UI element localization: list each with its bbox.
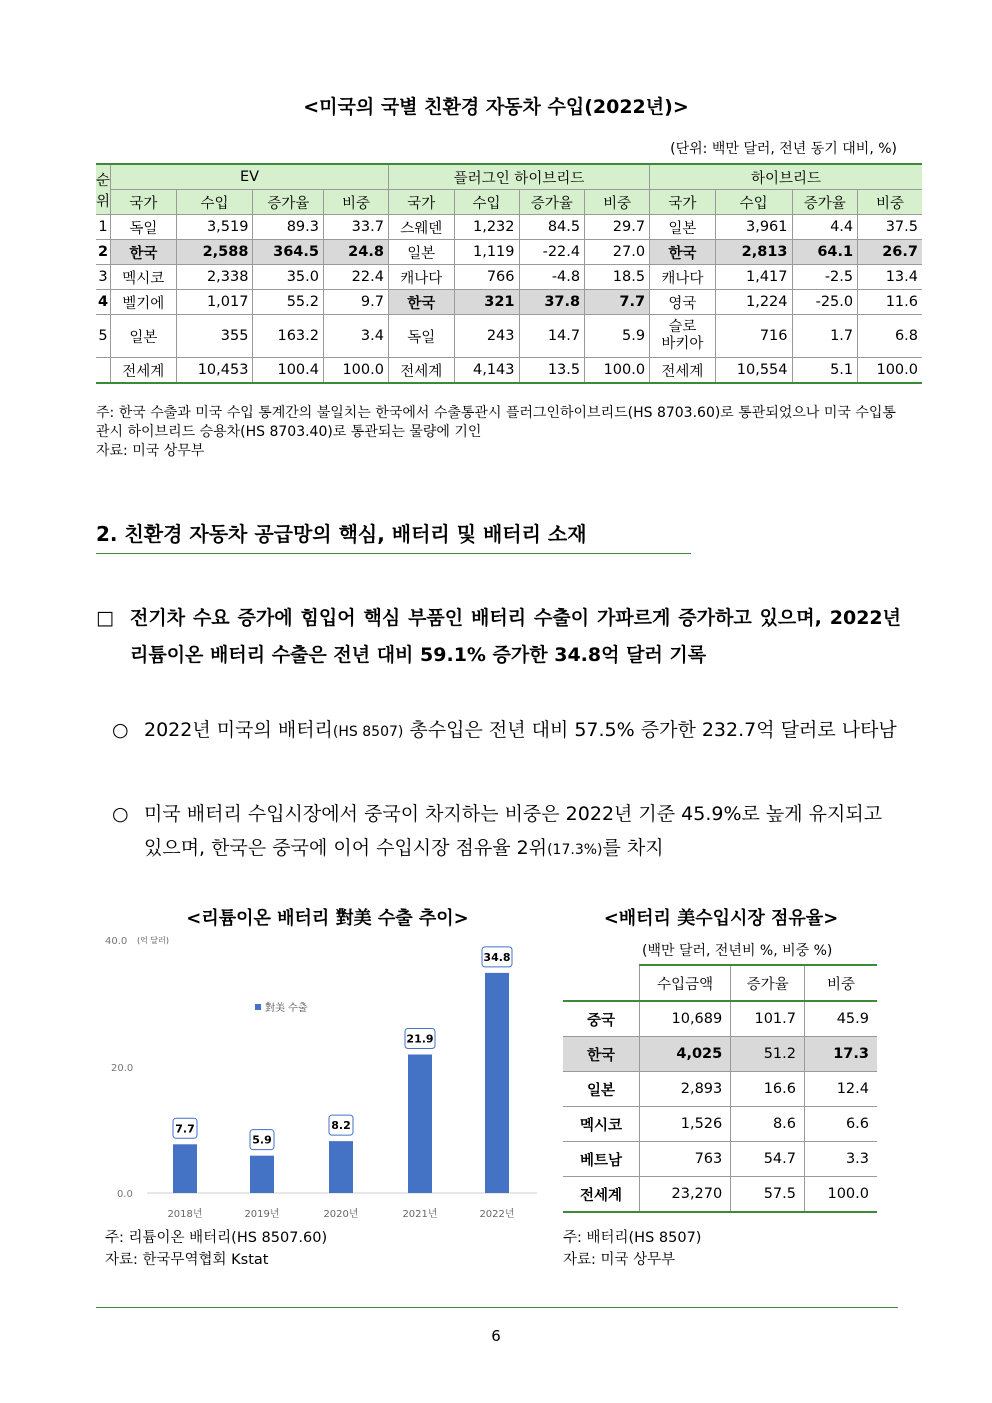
subheader-growth: 증가율 [792, 190, 858, 215]
value-cell: 5.9 [585, 315, 650, 358]
group-header-phev: 플러그인 하이브리드 [388, 164, 649, 190]
x-tick-label: 2019년 [244, 1209, 280, 1220]
table-row [563, 1072, 877, 1107]
value-cell: 243 [454, 315, 519, 358]
value-cell-highlight: 2,588 [176, 240, 253, 265]
rank-cell: 4 [96, 290, 111, 315]
table-row [96, 215, 922, 240]
country-cell: 일본 [111, 315, 177, 358]
bar-2022년 [485, 973, 509, 1193]
subheader-import: 수입 [454, 190, 519, 215]
subheader-growth: 증가율 [519, 190, 585, 215]
value-cell: 55.2 [253, 290, 324, 315]
value-cell: 716 [715, 315, 792, 358]
table-row [563, 1142, 877, 1177]
country-cell: 영국 [650, 290, 716, 315]
country-cell-highlight: 한국 [388, 290, 454, 315]
value-cell: 1,417 [715, 265, 792, 290]
subheader-country: 국가 [111, 190, 177, 215]
value-cell: 16.6 [731, 1072, 805, 1107]
country-cell: 멕시코 [563, 1107, 640, 1142]
country-cell: 베트남 [563, 1142, 640, 1177]
value-cell: 1,017 [176, 290, 253, 315]
country-cell: 캐나다 [650, 265, 716, 290]
rank-cell [96, 358, 111, 384]
country-text-line2: 바키아 [661, 336, 704, 352]
value-cell: 1,232 [454, 215, 519, 240]
rank-header: 순위 [96, 164, 111, 215]
value-cell: 5.1 [792, 358, 858, 384]
text-part: 미국 배터리 수입시장에서 중국이 차지하는 비중은 2022년 기준 45.9%로 높게 유지되고 있으며, 한국은 중국에 이어 수입시장 점유율 2위 [144, 803, 883, 859]
bar-2019년 [250, 1156, 274, 1193]
sub-bullet-1 [112, 713, 901, 749]
subheader-country: 국가 [388, 190, 454, 215]
value-cell: 22.4 [324, 265, 389, 290]
value-cell: 1.7 [792, 315, 858, 358]
value-cell: 84.5 [519, 215, 585, 240]
header-share: 비중 [805, 965, 878, 1001]
circle-bullet-icon: ○ [112, 719, 129, 741]
table-row [96, 240, 922, 265]
section-underline [96, 553, 691, 554]
data-label: 34.8 [483, 950, 511, 964]
corner-cell [563, 965, 640, 1001]
value-cell: 18.5 [585, 265, 650, 290]
footer-line [96, 1307, 898, 1308]
table1-title: <미국의 국별 친환경 자동차 수입(2022년)> [303, 96, 689, 118]
value-cell: 37.5 [858, 215, 922, 240]
value-cell: 23,270 [640, 1177, 731, 1213]
value-cell: 13.4 [858, 265, 922, 290]
source-text: 자료: 미국 상무부 [563, 1252, 676, 1268]
table2-note [563, 1227, 701, 1271]
value-cell: 100.4 [253, 358, 324, 384]
x-tick-label: 2020년 [323, 1209, 359, 1220]
country-cell: 전세계 [388, 358, 454, 384]
value-cell: 4.4 [792, 215, 858, 240]
value-cell: 1,526 [640, 1107, 731, 1142]
text-small: (HS 8507) [332, 724, 404, 740]
value-cell-highlight: 2,813 [715, 240, 792, 265]
table-row [96, 265, 922, 290]
data-label: 21.9 [406, 1032, 434, 1046]
value-cell: 4,025 [640, 1037, 731, 1072]
battery-export-chart [105, 932, 545, 1224]
value-cell-highlight: 7.7 [585, 290, 650, 315]
section-heading: 2. 친환경 자동차 공급망의 핵심, 배터리 및 배터리 소재 [96, 522, 587, 546]
value-cell: 51.2 [731, 1037, 805, 1072]
value-cell: 100.0 [585, 358, 650, 384]
y-tick-label: 20.0 [111, 1063, 134, 1074]
y-tick-label: 40.0 [105, 936, 128, 947]
data-label: 8.2 [331, 1119, 351, 1133]
value-cell: 3,961 [715, 215, 792, 240]
value-cell: 101.7 [731, 1001, 805, 1037]
value-cell: 2,893 [640, 1072, 731, 1107]
country-cell-slovakia [650, 315, 716, 358]
table2-title: <배터리 美수입시장 점유율> [603, 908, 839, 929]
value-cell: -22.4 [519, 240, 585, 265]
square-bullet-icon: □ [96, 607, 114, 629]
x-tick-label: 2021년 [402, 1209, 438, 1220]
value-cell: 10,554 [715, 358, 792, 384]
subheader-import: 수입 [176, 190, 253, 215]
country-cell: 독일 [111, 215, 177, 240]
value-cell: 6.8 [858, 315, 922, 358]
value-cell: 100.0 [805, 1177, 878, 1213]
value-cell: 3.4 [324, 315, 389, 358]
sub-bullet-text [144, 713, 901, 749]
country-cell: 일본 [650, 215, 716, 240]
bar-2020년 [329, 1141, 353, 1193]
y-tick-label: 0.0 [117, 1189, 133, 1200]
value-cell: 1,119 [454, 240, 519, 265]
unit-label: (억 달러) [137, 936, 169, 945]
ev-import-table [96, 163, 922, 384]
value-cell: 11.6 [858, 290, 922, 315]
header-import-amount: 수입금액 [640, 965, 731, 1001]
value-cell: -25.0 [792, 290, 858, 315]
country-cell: 전세계 [650, 358, 716, 384]
value-cell: 763 [640, 1142, 731, 1177]
country-cell: 스웨덴 [388, 215, 454, 240]
value-cell: 45.9 [805, 1001, 878, 1037]
table-row-total [563, 1177, 877, 1213]
country-cell-highlight: 한국 [650, 240, 716, 265]
country-text-line1: 슬로 [668, 319, 697, 335]
rank-cell: 1 [96, 215, 111, 240]
main-bullet-text: 전기차 수요 증가에 힘입어 핵심 부품인 배터리 수출이 가파르게 증가하고 있으며, 2022년 리튬이온 배터리 수출은 전년 대비 59.1% 증가한 34.8억 달러 기록 [130, 607, 901, 666]
text-part: 를 차지 [602, 837, 664, 859]
value-cell: 89.3 [253, 215, 324, 240]
text-part: 2022년 미국의 배터리 [144, 719, 333, 741]
value-cell: 4,143 [454, 358, 519, 384]
subheader-import: 수입 [715, 190, 792, 215]
value-cell: -4.8 [519, 265, 585, 290]
subheader-share: 비중 [585, 190, 650, 215]
rank-cell: 5 [96, 315, 111, 358]
country-cell: 일본 [563, 1072, 640, 1107]
value-cell: 27.0 [585, 240, 650, 265]
page-number: 6 [491, 1327, 501, 1345]
header-growth: 증가율 [731, 965, 805, 1001]
table1-unit: (단위: 백만 달러, 전년 동기 대비, %) [670, 141, 897, 157]
rank-cell: 3 [96, 265, 111, 290]
rank-cell: 2 [96, 240, 111, 265]
country-cell: 일본 [388, 240, 454, 265]
note-text: 주: 한국 수출과 미국 수입 통계간의 불일치는 한국에서 수출통관시 플러그인하이브리드(HS 8703.60)로 통관되었으나 미국 수입통관시 하이브리드 승용차(HS 8703.40)로 통관되는 물량에 기인 [96, 405, 896, 440]
value-cell: 12.4 [805, 1072, 878, 1107]
value-cell-highlight: 64.1 [792, 240, 858, 265]
country-cell: 멕시코 [111, 265, 177, 290]
circle-bullet-icon: ○ [112, 803, 129, 825]
note-text: 주: 배터리(HS 8507) [563, 1230, 702, 1246]
table-row [96, 290, 922, 315]
value-cell: 355 [176, 315, 253, 358]
value-cell: 2,338 [176, 265, 253, 290]
x-tick-label: 2018년 [167, 1209, 203, 1220]
country-cell: 캐나다 [388, 265, 454, 290]
group-header-ev: EV [111, 164, 389, 190]
data-label: 7.7 [175, 1122, 195, 1136]
value-cell: 17.3 [805, 1037, 878, 1072]
table-row [563, 1107, 877, 1142]
bar-2018년 [173, 1144, 197, 1193]
country-cell: 전세계 [111, 358, 177, 384]
value-cell: 3,519 [176, 215, 253, 240]
value-cell-highlight: 364.5 [253, 240, 324, 265]
value-cell: -2.5 [792, 265, 858, 290]
value-cell: 57.5 [731, 1177, 805, 1213]
legend-label: 對美 수출 [265, 1003, 308, 1014]
source-text: 자료: 미국 상무부 [96, 443, 205, 459]
note-text: 주: 리튬이온 배터리(HS 8507.60) [105, 1230, 328, 1246]
country-cell-highlight: 한국 [111, 240, 177, 265]
value-cell-highlight: 321 [454, 290, 519, 315]
sub-bullet-text [144, 797, 901, 867]
main-bullet [96, 600, 901, 674]
value-cell: 6.6 [805, 1107, 878, 1142]
value-cell: 35.0 [253, 265, 324, 290]
value-cell: 9.7 [324, 290, 389, 315]
source-text: 자료: 한국무역협회 Kstat [105, 1252, 269, 1268]
country-cell: 한국 [563, 1037, 640, 1072]
subheader-growth: 증가율 [253, 190, 324, 215]
battery-share-table [563, 964, 877, 1213]
value-cell: 10,453 [176, 358, 253, 384]
value-cell: 766 [454, 265, 519, 290]
value-cell: 163.2 [253, 315, 324, 358]
table1-note [96, 404, 906, 461]
subheader-country: 국가 [650, 190, 716, 215]
value-cell: 3.3 [805, 1142, 878, 1177]
value-cell: 100.0 [858, 358, 922, 384]
group-header-hev: 하이브리드 [650, 164, 922, 190]
data-label: 5.9 [252, 1133, 272, 1147]
value-cell-highlight: 24.8 [324, 240, 389, 265]
country-cell: 중국 [563, 1001, 640, 1037]
value-cell: 33.7 [324, 215, 389, 240]
value-cell: 8.6 [731, 1107, 805, 1142]
text-small: (17.3%) [547, 842, 603, 858]
bar-2021년 [408, 1054, 432, 1193]
chart-note [105, 1227, 327, 1271]
text-part: 총수입은 전년 대비 57.5% 증가한 232.7억 달러로 나타남 [403, 719, 897, 741]
value-cell: 10,689 [640, 1001, 731, 1037]
sub-bullet-2 [112, 797, 901, 867]
value-cell: 29.7 [585, 215, 650, 240]
value-cell-highlight: 37.8 [519, 290, 585, 315]
legend-swatch [255, 1004, 261, 1010]
value-cell: 1,224 [715, 290, 792, 315]
subheader-share: 비중 [324, 190, 389, 215]
subheader-share: 비중 [858, 190, 922, 215]
value-cell: 54.7 [731, 1142, 805, 1177]
x-tick-label: 2022년 [479, 1209, 515, 1220]
table-row [563, 1001, 877, 1037]
country-cell: 전세계 [563, 1177, 640, 1213]
table2-unit: (백만 달러, 전년비 %, 비중 %) [642, 943, 833, 959]
value-cell: 14.7 [519, 315, 585, 358]
country-cell: 독일 [388, 315, 454, 358]
country-cell: 벨기에 [111, 290, 177, 315]
table-row-total [96, 358, 922, 384]
table-row-highlight [563, 1037, 877, 1072]
value-cell: 100.0 [324, 358, 389, 384]
chart-title: <리튬이온 배터리 對美 수출 추이> [186, 908, 469, 929]
value-cell-highlight: 26.7 [858, 240, 922, 265]
table-row [96, 315, 922, 358]
value-cell: 13.5 [519, 358, 585, 384]
